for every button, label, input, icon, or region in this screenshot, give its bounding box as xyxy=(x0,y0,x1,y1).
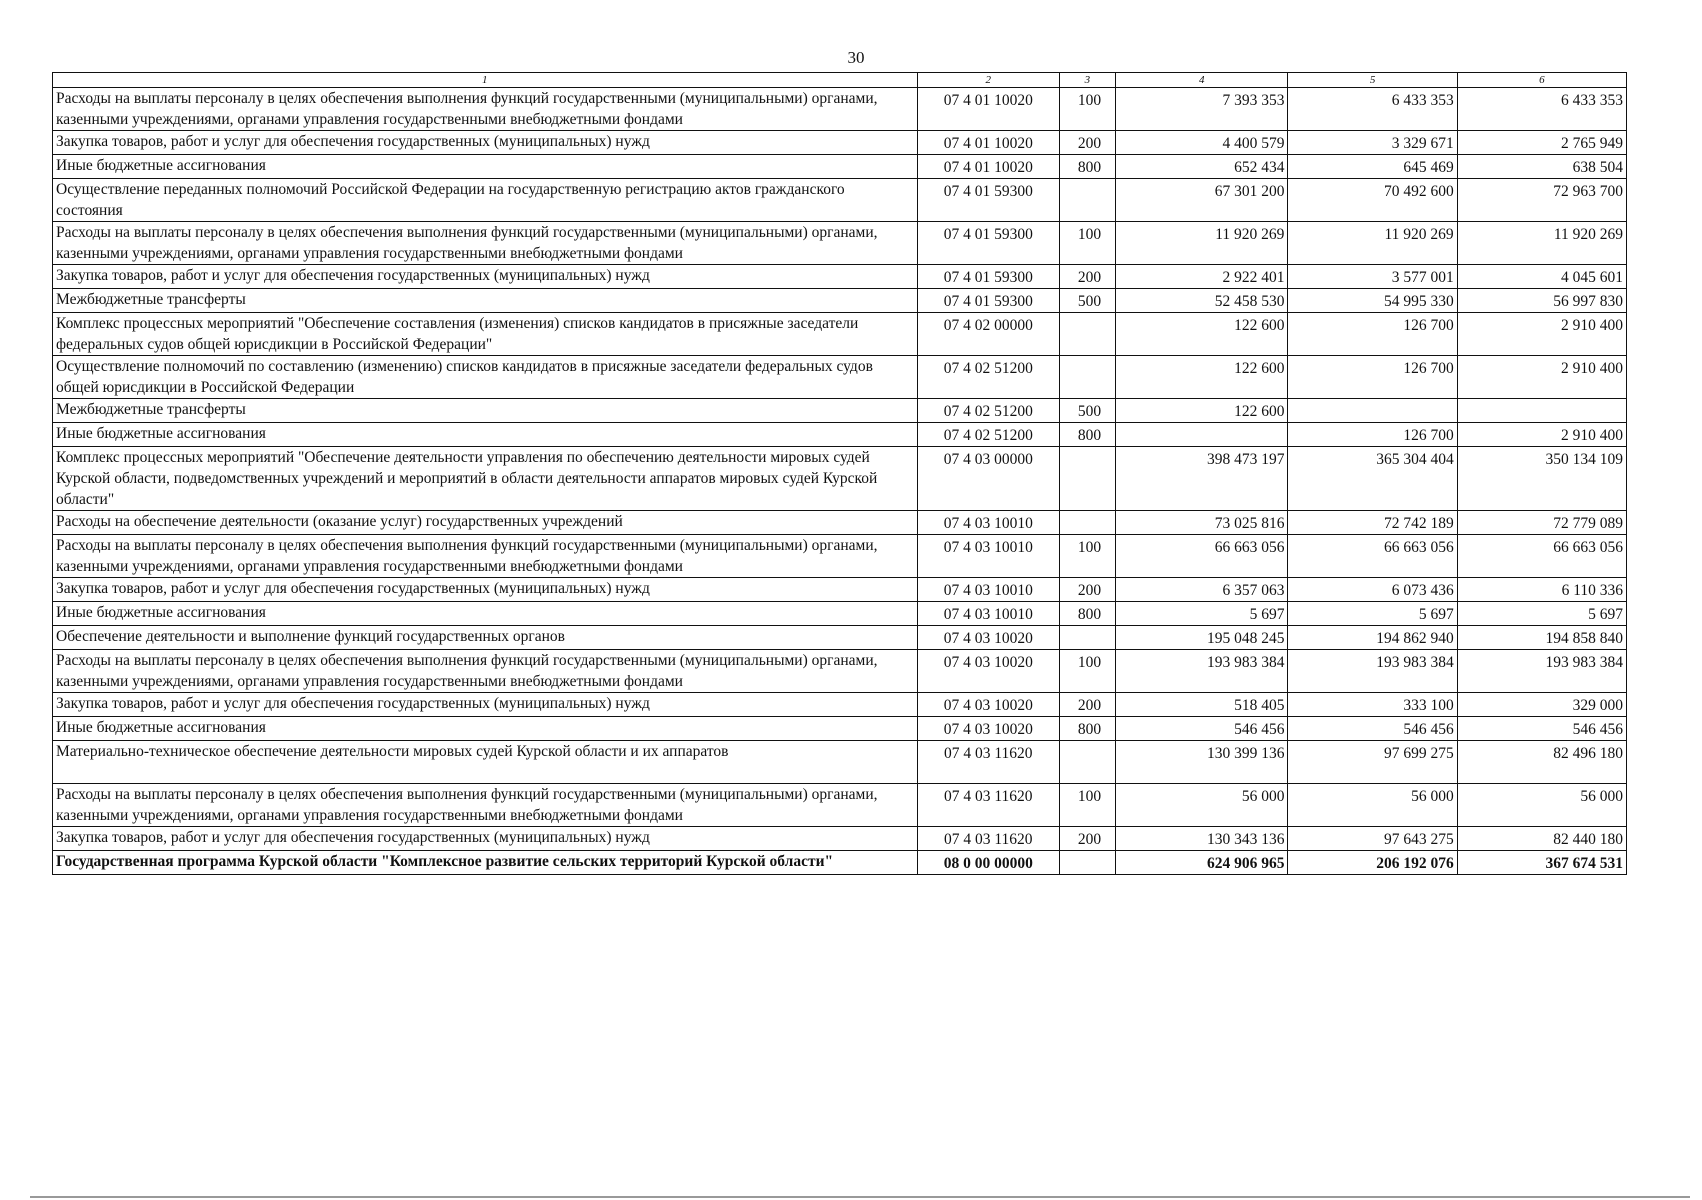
row-expense-type: 800 xyxy=(1059,155,1115,179)
row-value-5: 126 700 xyxy=(1288,423,1457,447)
row-value-6: 2 910 400 xyxy=(1457,313,1626,356)
row-code: 07 4 01 59300 xyxy=(917,222,1059,265)
row-value-6: 5 697 xyxy=(1457,602,1626,626)
table-row xyxy=(53,399,1627,423)
table-row xyxy=(53,88,1627,131)
table-row xyxy=(53,784,1627,827)
row-value-5: 70 492 600 xyxy=(1288,179,1457,222)
table-row xyxy=(53,356,1627,399)
row-value-4: 122 600 xyxy=(1115,356,1287,399)
row-code: 07 4 01 59300 xyxy=(917,179,1059,222)
row-value-5: 546 456 xyxy=(1288,717,1457,741)
row-name: Закупка товаров, работ и услуг для обеспечения государственных (муниципальных) нужд xyxy=(53,265,918,289)
row-value-4 xyxy=(1115,423,1287,447)
row-value-4: 4 400 579 xyxy=(1115,131,1287,155)
row-expense-type: 800 xyxy=(1059,602,1115,626)
row-value-6: 329 000 xyxy=(1457,693,1626,717)
row-name: Расходы на выплаты персоналу в целях обеспечения выполнения функций государственными (муниципальными) органами, казенными учреждениями, органами управления государственными внебюджетными фондами xyxy=(53,535,918,578)
row-value-4: 130 343 136 xyxy=(1115,827,1287,851)
row-code: 07 4 01 59300 xyxy=(917,265,1059,289)
row-name: Расходы на выплаты персоналу в целях обеспечения выполнения функций государственными (муниципальными) органами, казенными учреждениями, органами управления государственными внебюджетными фондами xyxy=(53,88,918,131)
row-expense-type: 200 xyxy=(1059,827,1115,851)
row-value-6: 546 456 xyxy=(1457,717,1626,741)
row-value-6: 4 045 601 xyxy=(1457,265,1626,289)
row-expense-type xyxy=(1059,179,1115,222)
row-value-6: 350 134 109 xyxy=(1457,447,1626,511)
table-row xyxy=(53,179,1627,222)
row-value-5: 3 577 001 xyxy=(1288,265,1457,289)
row-expense-type: 200 xyxy=(1059,693,1115,717)
row-expense-type: 500 xyxy=(1059,289,1115,313)
row-name: Иные бюджетные ассигнования xyxy=(53,717,918,741)
row-value-6: 2 765 949 xyxy=(1457,131,1626,155)
row-value-4: 56 000 xyxy=(1115,784,1287,827)
table-row xyxy=(53,741,1627,784)
row-value-6: 194 858 840 xyxy=(1457,626,1626,650)
row-expense-type xyxy=(1059,447,1115,511)
row-value-5 xyxy=(1288,399,1457,423)
table-row xyxy=(53,222,1627,265)
row-expense-type xyxy=(1059,313,1115,356)
row-value-4: 546 456 xyxy=(1115,717,1287,741)
row-code: 07 4 03 11620 xyxy=(917,741,1059,784)
row-value-4: 130 399 136 xyxy=(1115,741,1287,784)
row-code: 07 4 03 10010 xyxy=(917,578,1059,602)
row-value-6: 72 779 089 xyxy=(1457,511,1626,535)
row-expense-type xyxy=(1059,851,1115,875)
row-value-6: 56 997 830 xyxy=(1457,289,1626,313)
row-name: Осуществление переданных полномочий Российской Федерации на государственную регистрацию актов гражданского состояния xyxy=(53,179,918,222)
row-value-6: 367 674 531 xyxy=(1457,851,1626,875)
row-value-5: 126 700 xyxy=(1288,313,1457,356)
row-name: Расходы на обеспечение деятельности (оказание услуг) государственных учреждений xyxy=(53,511,918,535)
row-expense-type: 500 xyxy=(1059,399,1115,423)
row-name: Расходы на выплаты персоналу в целях обеспечения выполнения функций государственными (муниципальными) органами, казенными учреждениями, органами управления государственными внебюджетными фондами xyxy=(53,784,918,827)
row-name: Закупка товаров, работ и услуг для обеспечения государственных (муниципальных) нужд xyxy=(53,131,918,155)
row-expense-type: 100 xyxy=(1059,535,1115,578)
table-row xyxy=(53,626,1627,650)
row-value-6: 193 983 384 xyxy=(1457,650,1626,693)
row-value-6: 66 663 056 xyxy=(1457,535,1626,578)
row-code: 07 4 01 10020 xyxy=(917,131,1059,155)
row-value-4: 11 920 269 xyxy=(1115,222,1287,265)
row-name: Государственная программа Курской области "Комплексное развитие сельских территорий Курской области" xyxy=(53,851,918,875)
row-code: 07 4 03 10020 xyxy=(917,693,1059,717)
row-value-6: 2 910 400 xyxy=(1457,423,1626,447)
row-value-4: 624 906 965 xyxy=(1115,851,1287,875)
row-value-5: 97 699 275 xyxy=(1288,741,1457,784)
row-name: Межбюджетные трансферты xyxy=(53,289,918,313)
row-name: Комплекс процессных мероприятий "Обеспечение деятельности управления по обеспечению деятельности мировых судей Курской области, подведомственных учреждений и мероприятий в области деятельности аппаратов мировых судей Курской области" xyxy=(53,447,918,511)
row-value-4: 193 983 384 xyxy=(1115,650,1287,693)
row-value-4: 52 458 530 xyxy=(1115,289,1287,313)
row-expense-type xyxy=(1059,626,1115,650)
row-name: Закупка товаров, работ и услуг для обеспечения государственных (муниципальных) нужд xyxy=(53,693,918,717)
row-value-4: 122 600 xyxy=(1115,313,1287,356)
row-name: Закупка товаров, работ и услуг для обеспечения государственных (муниципальных) нужд xyxy=(53,827,918,851)
row-expense-type: 100 xyxy=(1059,222,1115,265)
row-value-4: 652 434 xyxy=(1115,155,1287,179)
row-value-6: 2 910 400 xyxy=(1457,356,1626,399)
row-value-5: 5 697 xyxy=(1288,602,1457,626)
scan-edge-line xyxy=(30,1196,1690,1198)
row-value-5: 97 643 275 xyxy=(1288,827,1457,851)
row-value-4: 66 663 056 xyxy=(1115,535,1287,578)
column-header: 5 xyxy=(1288,73,1457,88)
row-value-5: 11 920 269 xyxy=(1288,222,1457,265)
row-name: Межбюджетные трансферты xyxy=(53,399,918,423)
row-expense-type: 800 xyxy=(1059,717,1115,741)
table-row xyxy=(53,827,1627,851)
row-value-5: 333 100 xyxy=(1288,693,1457,717)
page-number: 30 xyxy=(847,48,865,67)
table-row xyxy=(53,511,1627,535)
table-row xyxy=(53,131,1627,155)
row-value-6: 56 000 xyxy=(1457,784,1626,827)
row-code: 07 4 02 51200 xyxy=(917,356,1059,399)
row-value-4: 398 473 197 xyxy=(1115,447,1287,511)
row-name: Расходы на выплаты персоналу в целях обеспечения выполнения функций государственными (муниципальными) органами, казенными учреждениями, органами управления государственными внебюджетными фондами xyxy=(53,222,918,265)
row-name: Иные бюджетные ассигнования xyxy=(53,602,918,626)
row-code: 07 4 03 00000 xyxy=(917,447,1059,511)
column-header: 1 xyxy=(53,73,918,88)
row-name: Обеспечение деятельности и выполнение функций государственных органов xyxy=(53,626,918,650)
row-value-5: 6 433 353 xyxy=(1288,88,1457,131)
row-code: 07 4 03 11620 xyxy=(917,827,1059,851)
row-name: Осуществление полномочий по составлению (изменению) списков кандидатов в присяжные заседатели федеральных судов общей юрисдикции в Российской Федерации xyxy=(53,356,918,399)
row-code: 07 4 02 51200 xyxy=(917,423,1059,447)
row-expense-type xyxy=(1059,511,1115,535)
row-value-6: 638 504 xyxy=(1457,155,1626,179)
row-expense-type: 200 xyxy=(1059,131,1115,155)
header-row xyxy=(53,73,1627,88)
row-value-5: 66 663 056 xyxy=(1288,535,1457,578)
budget-table xyxy=(52,72,1627,875)
table-row xyxy=(53,578,1627,602)
table-row xyxy=(53,423,1627,447)
row-value-5: 56 000 xyxy=(1288,784,1457,827)
row-expense-type: 800 xyxy=(1059,423,1115,447)
row-value-4: 518 405 xyxy=(1115,693,1287,717)
row-value-4: 73 025 816 xyxy=(1115,511,1287,535)
row-value-6 xyxy=(1457,399,1626,423)
row-code: 07 4 03 10010 xyxy=(917,511,1059,535)
table-row xyxy=(53,535,1627,578)
row-value-4: 2 922 401 xyxy=(1115,265,1287,289)
row-value-4: 6 357 063 xyxy=(1115,578,1287,602)
row-value-5: 194 862 940 xyxy=(1288,626,1457,650)
row-value-5: 645 469 xyxy=(1288,155,1457,179)
row-code: 07 4 03 10010 xyxy=(917,535,1059,578)
row-value-6: 82 440 180 xyxy=(1457,827,1626,851)
column-header: 4 xyxy=(1115,73,1287,88)
column-header: 6 xyxy=(1457,73,1626,88)
row-value-6: 6 433 353 xyxy=(1457,88,1626,131)
row-value-5: 6 073 436 xyxy=(1288,578,1457,602)
row-code: 07 4 03 10020 xyxy=(917,717,1059,741)
row-code: 07 4 03 10020 xyxy=(917,650,1059,693)
row-value-6: 72 963 700 xyxy=(1457,179,1626,222)
row-value-5: 54 995 330 xyxy=(1288,289,1457,313)
row-value-4: 7 393 353 xyxy=(1115,88,1287,131)
row-name: Материально-техническое обеспечение деятельности мировых судей Курской области и их аппаратов xyxy=(53,741,918,784)
row-value-6: 6 110 336 xyxy=(1457,578,1626,602)
row-code: 07 4 02 00000 xyxy=(917,313,1059,356)
row-expense-type: 200 xyxy=(1059,265,1115,289)
row-value-5: 3 329 671 xyxy=(1288,131,1457,155)
table-row xyxy=(53,447,1627,511)
row-value-5: 193 983 384 xyxy=(1288,650,1457,693)
row-value-4: 195 048 245 xyxy=(1115,626,1287,650)
row-value-6: 11 920 269 xyxy=(1457,222,1626,265)
row-code: 08 0 00 00000 xyxy=(917,851,1059,875)
table-row xyxy=(53,155,1627,179)
row-code: 07 4 02 51200 xyxy=(917,399,1059,423)
row-code: 07 4 01 10020 xyxy=(917,155,1059,179)
row-code: 07 4 01 10020 xyxy=(917,88,1059,131)
row-code: 07 4 03 10010 xyxy=(917,602,1059,626)
row-expense-type: 100 xyxy=(1059,784,1115,827)
row-expense-type: 100 xyxy=(1059,650,1115,693)
row-expense-type xyxy=(1059,741,1115,784)
row-name: Иные бюджетные ассигнования xyxy=(53,155,918,179)
row-expense-type: 200 xyxy=(1059,578,1115,602)
row-value-6: 82 496 180 xyxy=(1457,741,1626,784)
row-name: Закупка товаров, работ и услуг для обеспечения государственных (муниципальных) нужд xyxy=(53,578,918,602)
table-row xyxy=(53,693,1627,717)
table-row-program-total xyxy=(53,851,1627,875)
row-value-5: 365 304 404 xyxy=(1288,447,1457,511)
row-value-4: 5 697 xyxy=(1115,602,1287,626)
column-header: 2 xyxy=(917,73,1059,88)
row-name: Комплекс процессных мероприятий "Обеспечение составления (изменения) списков кандидатов в присяжные заседатели федеральных судов общей юрисдикции в Российской Федерации" xyxy=(53,313,918,356)
table-row xyxy=(53,717,1627,741)
row-expense-type xyxy=(1059,356,1115,399)
table-row xyxy=(53,602,1627,626)
table-row xyxy=(53,313,1627,356)
table-row xyxy=(53,289,1627,313)
row-code: 07 4 03 10020 xyxy=(917,626,1059,650)
row-code: 07 4 01 59300 xyxy=(917,289,1059,313)
row-name: Иные бюджетные ассигнования xyxy=(53,423,918,447)
row-value-5: 72 742 189 xyxy=(1288,511,1457,535)
row-code: 07 4 03 11620 xyxy=(917,784,1059,827)
row-value-4: 122 600 xyxy=(1115,399,1287,423)
row-name: Расходы на выплаты персоналу в целях обеспечения выполнения функций государственными (муниципальными) органами, казенными учреждениями, органами управления государственными внебюджетными фондами xyxy=(53,650,918,693)
column-header: 3 xyxy=(1059,73,1115,88)
row-expense-type: 100 xyxy=(1059,88,1115,131)
table-row xyxy=(53,650,1627,693)
row-value-5: 126 700 xyxy=(1288,356,1457,399)
table-row xyxy=(53,265,1627,289)
row-value-5: 206 192 076 xyxy=(1288,851,1457,875)
row-value-4: 67 301 200 xyxy=(1115,179,1287,222)
